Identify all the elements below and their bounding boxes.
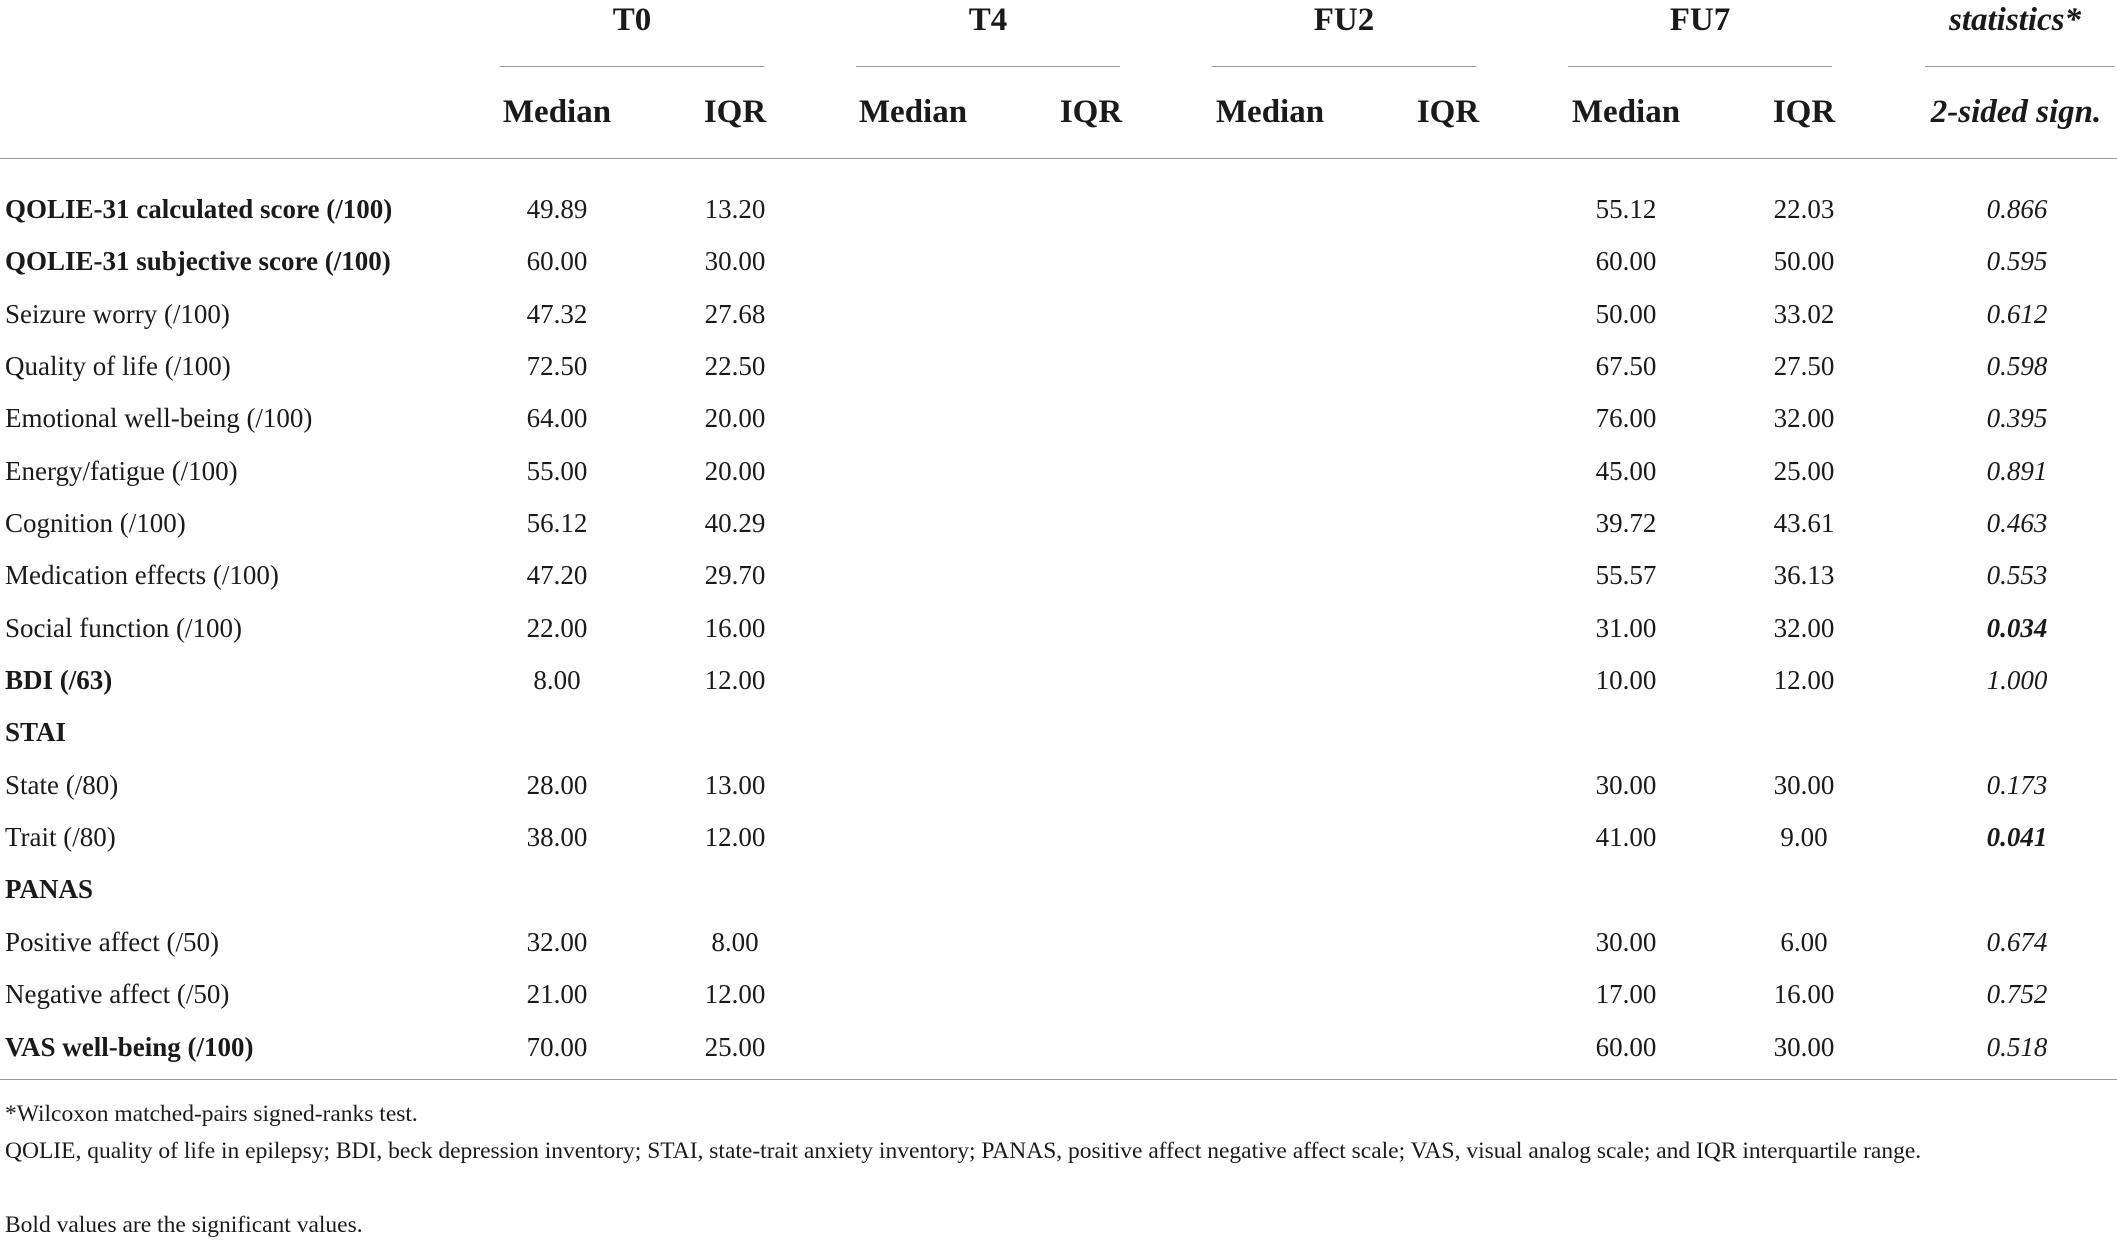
cell-significance: 0.612 [1986,298,2048,329]
table-row [0,549,2117,601]
cell-t0-iqr: 22.50 [704,351,766,382]
row-label: STAI [5,717,67,748]
cell-t0-iqr [655,706,815,758]
cell-fu7-iqr: 50.00 [1773,246,1835,277]
cell-t0-median [477,706,637,758]
cell-fu7-median [1546,863,1706,915]
table-row [0,602,2117,654]
cell-t0-median: 72.50 [526,351,588,382]
cell-fu7-median: 17.00 [1595,979,1657,1010]
footnote-abbreviations: QOLIE, quality of life in epilepsy; BDI, beck depression inventory; STAI, state-trait anxiety inventory; PANAS, positive affect negative affect scale; VAS, visual analog scale; and IQR interquartile range. [5,1138,1922,1164]
row-label: QOLIE-31 calculated score (/100) [5,194,393,224]
row-label: Trait (/80) [5,822,116,853]
cell-significance: 0.463 [1986,508,2048,539]
cell-t0-iqr: 12.00 [704,665,766,696]
table-row [0,235,2117,287]
table-row [0,811,2117,863]
table-row [0,1021,2117,1073]
cell-significance [1927,706,2107,758]
cell-t0-median: 56.12 [526,508,588,539]
header-rule [0,158,2117,159]
row-label: Negative affect (/50) [5,979,230,1010]
subheader-t0-iqr: IQR [703,94,767,130]
cell-t0-iqr: 13.20 [704,194,766,224]
cell-t0-median: 22.00 [526,612,588,643]
cell-t0-iqr: 16.00 [704,612,766,643]
cell-fu7-median: 60.00 [1595,1031,1657,1062]
row-label: Social function (/100) [5,612,242,643]
row-label: Cognition (/100) [5,508,186,539]
cell-fu7-iqr: 30.00 [1773,769,1835,800]
cell-significance: 0.518 [1986,1031,2048,1062]
table-body [0,183,2117,1073]
cell-t0-iqr: 27.68 [704,298,766,329]
table-row [0,863,2117,915]
cell-t0-iqr: 25.00 [704,1031,766,1062]
cell-t0-iqr: 12.00 [704,822,766,853]
table-row [0,183,2117,235]
cell-t0-median: 28.00 [526,769,588,800]
table-row [0,654,2117,706]
group-rule-fu2 [1212,66,1476,67]
cell-t0-iqr: 12.00 [704,979,766,1010]
cell-significance [1927,863,2107,915]
row-label: QOLIE-31 subjective score (/100) [5,246,391,277]
cell-fu7-iqr: 33.02 [1773,298,1835,329]
group-rule-t0 [500,66,764,67]
subheader-fu2-iqr: IQR [1416,94,1480,130]
cell-fu7-median: 10.00 [1595,665,1657,696]
row-label: VAS well-being (/100) [5,1031,254,1062]
row-label: Positive affect (/50) [5,926,219,957]
cell-t0-median: 21.00 [526,979,588,1010]
subheader-fu7-iqr: IQR [1772,94,1836,130]
cell-t0-iqr: 8.00 [711,926,759,957]
cell-fu7-median: 67.50 [1595,351,1657,382]
cell-t0-median: 47.20 [526,560,588,591]
subheader-fu2-median: Median [1215,94,1325,130]
cell-fu7-iqr [1724,863,1884,915]
cell-t0-iqr: 29.70 [704,560,766,591]
table-row [0,759,2117,811]
cell-t0-iqr: 40.29 [704,508,766,539]
header-t4: T4 [968,2,1008,38]
cell-fu7-iqr: 36.13 [1773,560,1835,591]
table-row [0,968,2117,1020]
cell-fu7-iqr [1724,706,1884,758]
cell-t0-median: 47.32 [526,298,588,329]
cell-t0-median: 8.00 [533,665,581,696]
cell-significance: 0.034 [1986,612,2048,643]
table-row [0,288,2117,340]
cell-t0-median [477,863,637,915]
cell-fu7-median: 30.00 [1595,926,1657,957]
cell-t0-iqr: 20.00 [704,403,766,434]
cell-significance: 0.891 [1986,455,2048,486]
row-label: Energy/fatigue (/100) [5,455,238,486]
cell-t0-median: 60.00 [526,246,588,277]
subheader-t4-iqr: IQR [1059,94,1123,130]
subheader-t4-median: Median [858,94,968,130]
row-label: Seizure worry (/100) [5,298,230,329]
cell-t0-median: 38.00 [526,822,588,853]
header-statistics: statistics* [1948,2,2082,38]
cell-significance: 0.752 [1986,979,2048,1010]
cell-t0-median: 49.89 [526,194,588,224]
cell-t0-median: 32.00 [526,926,588,957]
cell-fu7-iqr: 9.00 [1780,822,1828,853]
cell-fu7-median: 31.00 [1595,612,1657,643]
table-row [0,340,2117,392]
cell-fu7-iqr: 16.00 [1773,979,1835,1010]
cell-fu7-median: 30.00 [1595,769,1657,800]
cell-fu7-iqr: 27.50 [1773,351,1835,382]
cell-significance: 0.866 [1986,194,2048,224]
cell-t0-iqr: 13.00 [704,769,766,800]
subheader-sig: 2-sided sign. [1930,94,2102,130]
group-rule-fu7 [1568,66,1832,67]
cell-fu7-median: 39.72 [1595,508,1657,539]
cell-significance: 0.041 [1986,822,2048,853]
cell-fu7-median: 55.57 [1595,560,1657,591]
cell-fu7-iqr: 25.00 [1773,455,1835,486]
row-label: PANAS [5,874,94,905]
subheader-t0-median: Median [502,94,612,130]
header-fu2: FU2 [1313,2,1375,38]
row-label: Quality of life (/100) [5,351,231,382]
table-bottom-rule [0,1079,2117,1080]
cell-significance: 0.598 [1986,351,2048,382]
group-rule-t4 [856,66,1120,67]
table-row [0,706,2117,758]
header-t0: T0 [612,2,652,38]
cell-fu7-iqr: 12.00 [1773,665,1835,696]
cell-fu7-iqr: 32.00 [1773,403,1835,434]
row-label: Emotional well-being (/100) [5,403,313,434]
row-label: State (/80) [5,769,119,800]
cell-t0-median: 64.00 [526,403,588,434]
cell-fu7-median [1546,706,1706,758]
row-label: BDI (/63) [5,665,113,696]
cell-fu7-median: 60.00 [1595,246,1657,277]
cell-fu7-median: 45.00 [1595,455,1657,486]
cell-fu7-iqr: 43.61 [1773,508,1835,539]
header-fu7: FU7 [1669,2,1731,38]
cell-fu7-iqr: 6.00 [1780,926,1828,957]
group-rule-statistics [1925,66,2115,67]
table-row [0,916,2117,968]
cell-fu7-iqr: 22.03 [1773,194,1835,224]
cell-significance: 0.395 [1986,403,2048,434]
cell-t0-median: 55.00 [526,455,588,486]
cell-significance: 0.173 [1986,769,2048,800]
cell-fu7-iqr: 32.00 [1773,612,1835,643]
table-row [0,497,2117,549]
footnote-bold-note: Bold values are the significant values. [5,1212,363,1238]
cell-t0-median: 70.00 [526,1031,588,1062]
cell-significance: 0.595 [1986,246,2048,277]
cell-fu7-median: 41.00 [1595,822,1657,853]
cell-t0-iqr: 30.00 [704,246,766,277]
cell-t0-iqr [655,863,815,915]
cell-t0-iqr: 20.00 [704,455,766,486]
cell-significance: 1.000 [1986,665,2048,696]
table-row [0,445,2117,497]
cell-significance: 0.674 [1986,926,2048,957]
cell-fu7-median: 50.00 [1595,298,1657,329]
subheader-fu7-median: Median [1571,94,1681,130]
cell-fu7-median: 76.00 [1595,403,1657,434]
table-row [0,392,2117,444]
cell-fu7-iqr: 30.00 [1773,1031,1835,1062]
footnote-test: *Wilcoxon matched-pairs signed-ranks test. [5,1101,418,1127]
cell-significance: 0.553 [1986,560,2048,591]
row-label: Medication effects (/100) [5,560,279,591]
cell-fu7-median: 55.12 [1595,194,1657,224]
